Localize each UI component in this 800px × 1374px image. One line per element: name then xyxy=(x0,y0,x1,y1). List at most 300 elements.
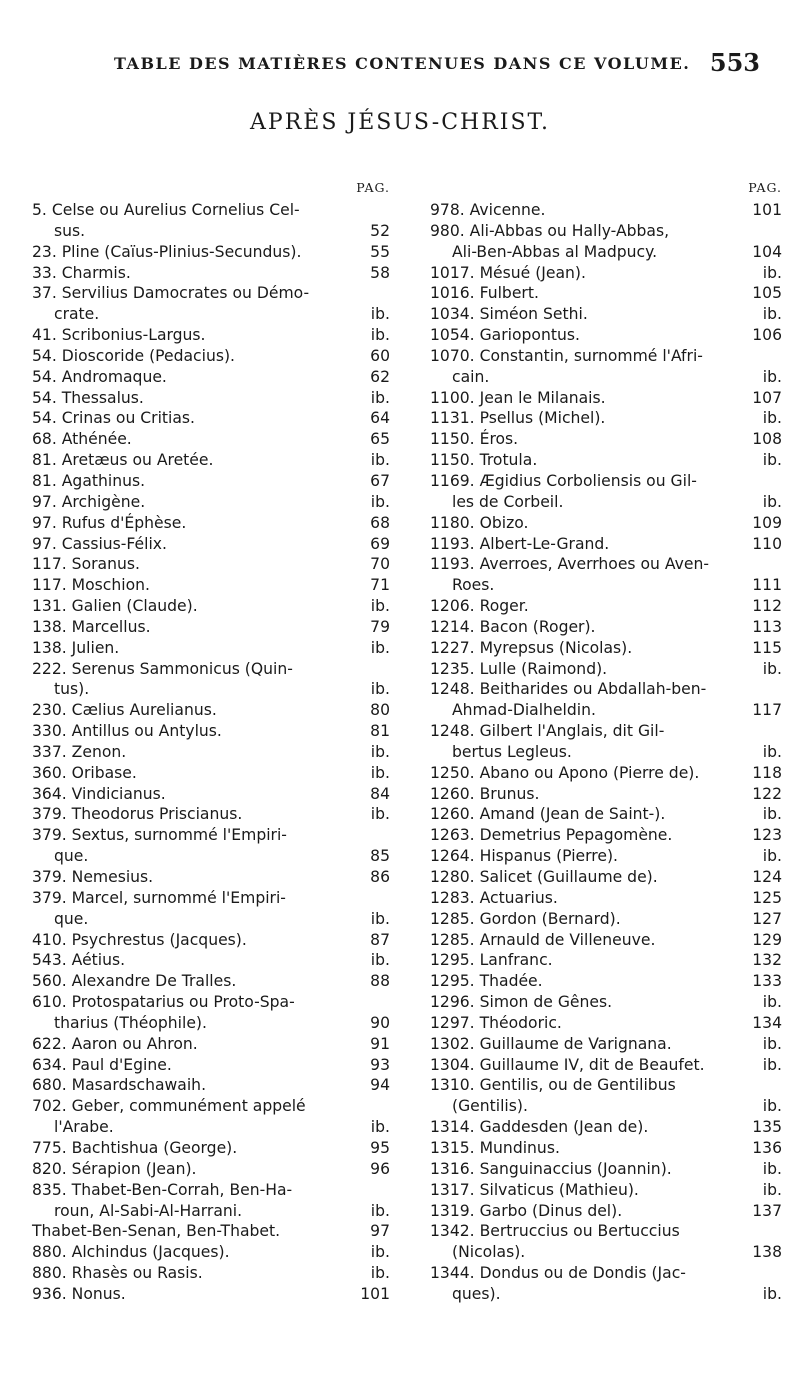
toc-entry-text: les de Corbeil. xyxy=(452,492,564,511)
toc-entry-line xyxy=(32,1096,390,1117)
toc-entry-text: 622. Aaron ou Ahron. xyxy=(32,1034,198,1053)
toc-entry-page: 67 xyxy=(370,471,390,490)
toc-entry-page: 124 xyxy=(752,868,782,886)
section-title: APRÈS JÉSUS-CHRIST. xyxy=(250,110,550,135)
toc-entry-line xyxy=(430,513,782,534)
toc-entry-line xyxy=(430,283,782,304)
toc-entry-text: 1304. Guillaume IV, dit de Beaufet. xyxy=(430,1055,705,1074)
toc-entry-text: 1297. Théodoric. xyxy=(430,1013,562,1032)
toc-entry-page: 134 xyxy=(752,1013,782,1032)
toc-entry-line xyxy=(32,825,390,846)
toc-entry-page: 84 xyxy=(370,784,390,803)
toc-entry-line xyxy=(430,846,782,867)
toc-entry-line xyxy=(32,742,390,763)
toc-entry-line xyxy=(430,596,782,617)
toc-entry-text: 1296. Simon de Gênes. xyxy=(430,993,613,1012)
toc-entry-page: 123 xyxy=(752,826,782,845)
toc-entry-text: 54. Dioscoride (Pedacius). xyxy=(32,346,236,365)
toc-entry-text: 97. Archigène. xyxy=(32,492,146,511)
toc-entry-page: ib. xyxy=(762,492,782,511)
toc-entry-page: 86 xyxy=(370,868,390,886)
toc-entry-text: 1319. Garbo (Dinus del). xyxy=(430,1201,623,1220)
toc-entry-page: 91 xyxy=(370,1034,390,1053)
toc-entry-line xyxy=(430,346,782,367)
toc-entry-text: 364. Vindicianus. xyxy=(32,784,166,803)
toc-entry-text: 775. Bachtishua (George). xyxy=(32,1138,238,1157)
toc-entry-page: ib. xyxy=(370,492,390,511)
toc-entry-text: 81. Agathinus. xyxy=(32,471,146,490)
toc-entry-text: roun, Al-Sabi-Al-Harrani. xyxy=(54,1201,243,1220)
toc-entry-page: ib. xyxy=(762,263,782,282)
toc-entry-text: 1285. Gordon (Bernard). xyxy=(430,909,621,928)
toc-entry-text: 1285. Arnauld de Villeneuve. xyxy=(430,930,656,949)
toc-entry-text: 1169. Ægidius Corboliensis ou Gil- xyxy=(430,471,697,490)
toc-entry-page: ib. xyxy=(370,742,390,761)
toc-entry-line xyxy=(430,1201,782,1222)
toc-entry-text: 117. Soranus. xyxy=(32,555,140,574)
toc-entry-page: 68 xyxy=(370,513,390,532)
toc-entry-line xyxy=(32,992,390,1013)
toc-entry-line xyxy=(430,1159,782,1180)
toc-entry-line xyxy=(32,1201,390,1222)
toc-entry-text: 54. Crinas ou Critias. xyxy=(32,409,196,428)
toc-entry-page: ib. xyxy=(762,367,782,386)
toc-entry-page: 118 xyxy=(752,763,782,782)
toc-entry-line xyxy=(430,804,782,825)
toc-entry-text: 1017. Mésué (Jean). xyxy=(430,263,586,282)
toc-entry-page: ib. xyxy=(762,742,782,761)
toc-entry-line xyxy=(32,1221,390,1242)
toc-entry-text: 1034. Siméon Sethi. xyxy=(430,305,588,324)
toc-entry-line xyxy=(32,1159,390,1180)
toc-entry-text: 23. Pline (Caïus-Plinius-Secundus). xyxy=(32,242,302,261)
toc-entry-text: 1227. Myrepsus (Nicolas). xyxy=(430,638,633,657)
toc-entry-line xyxy=(430,492,782,513)
toc-entry-text: (Gentilis). xyxy=(452,1097,528,1116)
toc-entry-page: ib. xyxy=(370,680,390,699)
toc-entry-page: ib. xyxy=(370,763,390,782)
toc-entry-line xyxy=(430,200,782,221)
toc-entry-page: 115 xyxy=(752,638,782,657)
toc-entry-line xyxy=(32,304,390,325)
right-pag-label: PAG. xyxy=(748,180,782,195)
toc-entry-page: 52 xyxy=(370,221,390,240)
toc-entry-line xyxy=(32,263,390,284)
toc-entry-text: 68. Athénée. xyxy=(32,430,132,449)
toc-entry-text: 97. Rufus d'Éphèse. xyxy=(32,513,187,532)
toc-entry-line xyxy=(430,971,782,992)
toc-entry-page: ib. xyxy=(762,993,782,1012)
toc-entry-text: 1260. Brunus. xyxy=(430,784,540,803)
toc-entry-line xyxy=(430,930,782,951)
toc-entry-page: 101 xyxy=(752,201,782,219)
toc-entry-line xyxy=(32,659,390,680)
toc-entry-text: 1316. Sanguinaccius (Joannin). xyxy=(430,1159,672,1178)
toc-entry-text: 1310. Gentilis, ou de Gentilibus xyxy=(430,1076,676,1095)
toc-entry-page: ib. xyxy=(370,388,390,407)
toc-entry-page: 137 xyxy=(752,1201,782,1220)
toc-entry-line xyxy=(32,492,390,513)
toc-entry-text: 1295. Thadée. xyxy=(430,972,543,991)
toc-entry-text: 41. Scribonius-Largus. xyxy=(32,326,206,345)
toc-entry-page: ib. xyxy=(370,1118,390,1137)
toc-entry-text: crate. xyxy=(54,305,100,324)
toc-entry-line xyxy=(430,763,782,784)
toc-entry-text: (Nicolas). xyxy=(452,1243,526,1262)
toc-entry-line xyxy=(32,846,390,867)
toc-entry-line xyxy=(430,408,782,429)
toc-entry-text: 1193. Averroes, Averrhoes ou Aven- xyxy=(430,555,709,574)
toc-entry-line xyxy=(32,554,390,575)
right-entries xyxy=(430,200,782,1305)
toc-entry-text: 543. Aétius. xyxy=(32,951,126,970)
toc-entry-page: ib. xyxy=(370,1264,390,1283)
toc-entry-text: 1214. Bacon (Roger). xyxy=(430,617,596,636)
toc-entry-text: 230. Cælius Aurelianus. xyxy=(32,701,217,720)
toc-entry-text: 1235. Lulle (Raimond). xyxy=(430,659,608,678)
toc-entry-line xyxy=(32,513,390,534)
toc-entry-text: 1180. Obizo. xyxy=(430,513,529,532)
toc-entry-page: ib. xyxy=(762,847,782,866)
toc-entry-text: 820. Sérapion (Jean). xyxy=(32,1159,197,1178)
toc-entry-page: 113 xyxy=(752,617,782,636)
toc-entry-text: tharius (Théophile). xyxy=(54,1013,207,1032)
toc-entry-page: 125 xyxy=(752,888,782,907)
toc-entry-text: 1016. Fulbert. xyxy=(430,284,539,303)
toc-entry-line xyxy=(430,263,782,284)
toc-entry-text: 360. Oribase. xyxy=(32,763,137,782)
toc-entry-text: 37. Servilius Damocrates ou Démo- xyxy=(32,284,310,303)
toc-entry-line xyxy=(430,1075,782,1096)
toc-entry-page: 94 xyxy=(370,1076,390,1095)
toc-entry-text: 33. Charmis. xyxy=(32,263,131,282)
toc-entry-text: 1248. Beitharides ou Abdallah-ben- xyxy=(430,680,707,699)
toc-entry-page: ib. xyxy=(370,909,390,928)
toc-entry-page: ib. xyxy=(762,805,782,824)
toc-entry-line xyxy=(430,1263,782,1284)
toc-entry-line xyxy=(32,388,390,409)
toc-entry-line xyxy=(430,1242,782,1263)
toc-entry-text: 97. Cassius-Félix. xyxy=(32,534,167,553)
toc-entry-line xyxy=(430,992,782,1013)
toc-entry-page: 80 xyxy=(370,701,390,720)
toc-entry-line xyxy=(430,575,782,596)
toc-entry-text: ques). xyxy=(452,1284,501,1303)
toc-entry-line xyxy=(430,909,782,930)
toc-entry-page: 135 xyxy=(752,1118,782,1137)
toc-entry-text: 1260. Amand (Jean de Saint-). xyxy=(430,805,666,824)
toc-entry-text: 1193. Albert-Le-Grand. xyxy=(430,534,610,553)
toc-entry-page: ib. xyxy=(762,1180,782,1199)
toc-entry-text: 379. Nemesius. xyxy=(32,868,154,886)
toc-entry-text: sus. xyxy=(54,221,86,240)
toc-entry-line xyxy=(32,346,390,367)
toc-entry-line xyxy=(430,242,782,263)
toc-entry-page: ib. xyxy=(370,951,390,970)
toc-entry-text: 1263. Demetrius Pepagomène. xyxy=(430,826,673,845)
toc-entry-text: 1280. Salicet (Guillaume de). xyxy=(430,868,658,886)
toc-entry-text: 117. Moschion. xyxy=(32,576,150,595)
toc-entry-text: 634. Paul d'Egine. xyxy=(32,1055,172,1074)
toc-entry-page: 110 xyxy=(752,534,782,553)
toc-entry-page: 117 xyxy=(752,701,782,720)
toc-entry-page: ib. xyxy=(370,326,390,345)
toc-entry-text: 1317. Silvaticus (Mathieu). xyxy=(430,1180,639,1199)
toc-entry-page: 122 xyxy=(752,784,782,803)
toc-entry-line xyxy=(32,638,390,659)
toc-entry-page: 129 xyxy=(752,930,782,949)
toc-entry-line xyxy=(430,1138,782,1159)
toc-entry-page: ib. xyxy=(370,1243,390,1262)
toc-entry-text: l'Arabe. xyxy=(54,1118,114,1137)
toc-entry-page: ib. xyxy=(762,1284,782,1303)
toc-entry-page: ib. xyxy=(762,451,782,470)
toc-entry-line xyxy=(430,784,782,805)
toc-entry-text: 138. Marcellus. xyxy=(32,617,151,636)
toc-entry-text: que. xyxy=(54,909,89,928)
toc-entry-line xyxy=(430,638,782,659)
toc-entry-text: Ahmad-Dialheldin. xyxy=(452,701,596,720)
toc-entry-page: 58 xyxy=(370,263,390,282)
toc-entry-text: 379. Marcel, surnommé l'Empiri- xyxy=(32,888,286,907)
toc-entry-text: 980. Ali-Abbas ou Hally-Abbas, xyxy=(430,221,670,240)
toc-entry-text: 379. Sextus, surnommé l'Empiri- xyxy=(32,826,287,845)
toc-entry-text: 1100. Jean le Milanais. xyxy=(430,388,606,407)
toc-entry-line xyxy=(32,221,390,242)
toc-entry-line xyxy=(32,804,390,825)
toc-entry-page: 60 xyxy=(370,346,390,365)
toc-entry-line xyxy=(32,429,390,450)
toc-entry-page: 104 xyxy=(752,242,782,261)
toc-entry-page: ib. xyxy=(762,409,782,428)
toc-entry-line xyxy=(430,1284,782,1305)
toc-entry-page: 62 xyxy=(370,367,390,386)
toc-entry-page: 108 xyxy=(752,430,782,449)
toc-entry-page: 79 xyxy=(370,617,390,636)
toc-entry-line xyxy=(32,888,390,909)
page-number: 553 xyxy=(709,48,760,77)
toc-entry-page: ib. xyxy=(762,659,782,678)
toc-entry-page: 127 xyxy=(752,909,782,928)
toc-entry-line xyxy=(32,450,390,471)
toc-entry-line xyxy=(430,450,782,471)
toc-entry-line xyxy=(32,325,390,346)
toc-entry-page: 95 xyxy=(370,1138,390,1157)
toc-entry-text: 54. Andromaque. xyxy=(32,367,167,386)
left-pag-label: PAG. xyxy=(356,180,390,195)
toc-entry-line xyxy=(430,867,782,888)
toc-entry-page: ib. xyxy=(370,597,390,616)
toc-entry-text: 222. Serenus Sammonicus (Quin- xyxy=(32,659,293,678)
toc-entry-line xyxy=(430,221,782,242)
toc-entry-line xyxy=(32,1034,390,1055)
toc-entry-text: 138. Julien. xyxy=(32,638,120,657)
toc-entry-line xyxy=(430,659,782,680)
toc-entry-line xyxy=(430,367,782,388)
toc-entry-page: ib. xyxy=(762,305,782,324)
toc-entry-page: 81 xyxy=(370,722,390,741)
toc-entry-page: 55 xyxy=(370,242,390,261)
toc-entry-page: 107 xyxy=(752,388,782,407)
toc-entry-text: 1150. Éros. xyxy=(430,430,519,449)
toc-entry-text: 880. Alchindus (Jacques). xyxy=(32,1243,230,1262)
toc-entry-text: 835. Thabet-Ben-Corrah, Ben-Ha- xyxy=(32,1180,293,1199)
toc-entry-page: ib. xyxy=(762,1055,782,1074)
toc-entry-text: cain. xyxy=(452,367,490,386)
toc-entry-line xyxy=(32,1242,390,1263)
toc-entry-line xyxy=(32,1263,390,1284)
toc-entry-line xyxy=(32,1180,390,1201)
left-entries xyxy=(32,200,390,1305)
toc-entry-text: Roes. xyxy=(452,576,495,595)
toc-entry-line xyxy=(32,367,390,388)
toc-entry-page: 133 xyxy=(752,972,782,991)
toc-entry-page: 112 xyxy=(752,597,782,616)
toc-entry-text: 560. Alexandre De Tralles. xyxy=(32,972,237,991)
toc-entry-page: ib. xyxy=(370,638,390,657)
toc-entry-text: 337. Zenon. xyxy=(32,742,127,761)
toc-entry-line xyxy=(32,1117,390,1138)
toc-entry-page: 97 xyxy=(370,1222,390,1241)
toc-entry-line xyxy=(32,909,390,930)
toc-entry-line xyxy=(32,242,390,263)
toc-entry-text: 410. Psychrestus (Jacques). xyxy=(32,930,247,949)
toc-entry-line xyxy=(430,700,782,721)
toc-entry-page: 85 xyxy=(370,847,390,866)
toc-entry-line xyxy=(32,700,390,721)
toc-entry-page: 105 xyxy=(752,284,782,303)
toc-entry-line xyxy=(430,429,782,450)
toc-entry-page: 101 xyxy=(360,1284,390,1303)
toc-entry-text: 1206. Roger. xyxy=(430,597,529,616)
toc-entry-line xyxy=(32,575,390,596)
toc-entry-line xyxy=(430,471,782,492)
toc-entry-line xyxy=(430,325,782,346)
toc-entry-line xyxy=(32,679,390,700)
toc-entry-line xyxy=(430,1221,782,1242)
toc-entry-text: 1264. Hispanus (Pierre). xyxy=(430,847,618,866)
toc-entry-text: que. xyxy=(54,847,89,866)
toc-entry-text: 1131. Psellus (Michel). xyxy=(430,409,606,428)
toc-entry-text: 680. Masardschawaih. xyxy=(32,1076,207,1095)
toc-entry-page: ib. xyxy=(762,1097,782,1116)
toc-entry-page: 70 xyxy=(370,555,390,574)
toc-entry-line xyxy=(32,283,390,304)
toc-entry-line xyxy=(430,1013,782,1034)
toc-entry-page: 65 xyxy=(370,430,390,449)
toc-entry-line xyxy=(32,1284,390,1305)
toc-entry-line xyxy=(430,888,782,909)
toc-entry-line xyxy=(430,721,782,742)
toc-entry-line xyxy=(32,867,390,888)
toc-entry-page: ib. xyxy=(762,1159,782,1178)
toc-entry-line xyxy=(430,1117,782,1138)
toc-entry-line xyxy=(32,971,390,992)
toc-entry-line xyxy=(32,930,390,951)
toc-entry-line xyxy=(430,679,782,700)
toc-entry-page: ib. xyxy=(762,1034,782,1053)
toc-entry-page: ib. xyxy=(370,451,390,470)
toc-entry-page: 69 xyxy=(370,534,390,553)
running-head-title: TABLE DES MATIÈRES CONTENUES DANS CE VOLUME. xyxy=(114,54,691,73)
toc-entry-page: 136 xyxy=(752,1138,782,1157)
toc-entry-page: 87 xyxy=(370,930,390,949)
toc-entry-page: ib. xyxy=(370,805,390,824)
toc-entry-text: 330. Antillus ou Antylus. xyxy=(32,722,222,741)
toc-entry-text: 1302. Guillaume de Varignana. xyxy=(430,1034,672,1053)
toc-entry-line xyxy=(430,617,782,638)
toc-entry-line xyxy=(32,784,390,805)
toc-entry-page: ib. xyxy=(370,1201,390,1220)
toc-entry-page: 109 xyxy=(752,513,782,532)
toc-entry-line xyxy=(32,763,390,784)
toc-entry-text: 1250. Abano ou Apono (Pierre de). xyxy=(430,763,700,782)
toc-entry-line xyxy=(430,1096,782,1117)
toc-entry-line xyxy=(32,617,390,638)
toc-entry-text: 978. Avicenne. xyxy=(430,201,546,219)
toc-entry-line xyxy=(32,721,390,742)
toc-entry-page: 64 xyxy=(370,409,390,428)
toc-entry-text: bertus Legleus. xyxy=(452,742,572,761)
toc-entry-line xyxy=(430,950,782,971)
toc-entry-line xyxy=(32,1013,390,1034)
toc-entry-line xyxy=(430,1055,782,1076)
toc-entry-text: 131. Galien (Claude). xyxy=(32,597,198,616)
toc-entry-page: 71 xyxy=(370,576,390,595)
toc-entry-text: 1342. Bertruccius ou Bertuccius xyxy=(430,1222,680,1241)
toc-entry-page: 106 xyxy=(752,326,782,345)
toc-entry-line xyxy=(32,596,390,617)
toc-entry-line xyxy=(32,1138,390,1159)
toc-entry-line xyxy=(430,534,782,555)
toc-entry-text: 1314. Gaddesden (Jean de). xyxy=(430,1118,649,1137)
toc-entry-text: 1054. Gariopontus. xyxy=(430,326,580,345)
toc-entry-line xyxy=(430,1034,782,1055)
toc-entry-page: 132 xyxy=(752,951,782,970)
toc-entry-text: 936. Nonus. xyxy=(32,1284,126,1303)
toc-entry-text: 5. Celse ou Aurelius Cornelius Cel- xyxy=(32,201,300,219)
toc-entry-text: 1315. Mundinus. xyxy=(430,1138,560,1157)
toc-entry-page: 88 xyxy=(370,972,390,991)
toc-entry-line xyxy=(430,388,782,409)
toc-entry-line xyxy=(430,304,782,325)
toc-entry-text: 54. Thessalus. xyxy=(32,388,144,407)
toc-entry-line xyxy=(32,534,390,555)
toc-entry-text: 1070. Constantin, surnommé l'Afri- xyxy=(430,346,703,365)
toc-entry-text: 1295. Lanfranc. xyxy=(430,951,553,970)
toc-entry-line xyxy=(32,408,390,429)
toc-entry-text: Ali-Ben-Abbas al Madpucy. xyxy=(452,242,658,261)
toc-entry-page: 96 xyxy=(370,1159,390,1178)
toc-entry-line xyxy=(32,950,390,971)
toc-entry-text: tus). xyxy=(54,680,90,699)
toc-entry-page: ib. xyxy=(370,305,390,324)
toc-entry-text: 1283. Actuarius. xyxy=(430,888,558,907)
toc-entry-text: 1150. Trotula. xyxy=(430,451,538,470)
toc-entry-line xyxy=(32,1075,390,1096)
toc-entry-line xyxy=(430,825,782,846)
toc-entry-line xyxy=(32,1055,390,1076)
toc-entry-line xyxy=(32,471,390,492)
toc-entry-line xyxy=(430,742,782,763)
toc-entry-text: 1248. Gilbert l'Anglais, dit Gil- xyxy=(430,722,665,741)
toc-entry-page: 90 xyxy=(370,1013,390,1032)
toc-entry-line xyxy=(32,200,390,221)
toc-entry-page: 111 xyxy=(752,576,782,595)
toc-entry-line xyxy=(430,554,782,575)
toc-entry-text: 379. Theodorus Priscianus. xyxy=(32,805,243,824)
toc-entry-text: 880. Rhasès ou Rasis. xyxy=(32,1264,203,1283)
